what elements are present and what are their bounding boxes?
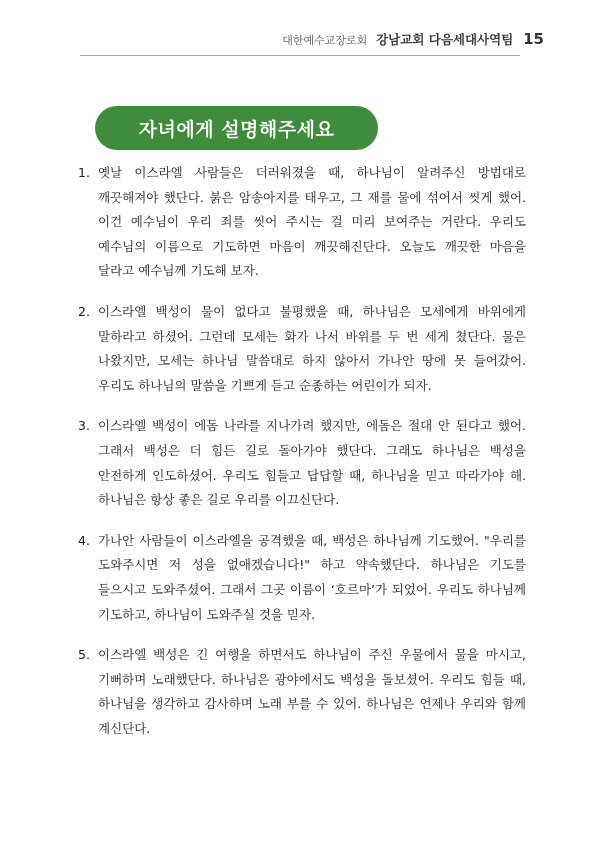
- item-number: 2.: [78, 303, 90, 319]
- item-text: 옛날 이스라엘 사람들은 더러워졌을 때, 하나님이 알려주신 방법대로 깨끗해져야 했단다. 붉은 암송아지를 태우고, 그 재를 물에 섞어서 씻게 했어. 이건 예수님이 우리 죄를 씻어 주시는 걸 미리 보여주는 거란다. 우리도 예수님의 이름으로 기도하면 마음이 깨끗해진단다. 오늘도 깨끗한 마음을 달라고 예수님께 기도해 보자.: [98, 165, 526, 279]
- list-item: [78, 529, 526, 627]
- section-title-banner: [95, 106, 378, 150]
- header-divider: [80, 55, 520, 56]
- ministry-team-name: 강남교회 다음세대사역팀: [376, 32, 514, 47]
- list-item: [78, 161, 526, 284]
- list-item: [78, 414, 526, 512]
- item-text: 이스라엘 백성은 긴 여행을 하면서도 하나님이 주신 우물에서 물을 마시고, 기뻐하며 노래했단다. 하나님은 광야에서도 백성을 돌보셨어. 우리도 힘들 때, 하나님을 생각하고 감사하며 노래 부를 수 있어. 하나님은 언제나 우리와 함께 계신단다.: [98, 647, 526, 736]
- item-number: 5.: [78, 647, 90, 663]
- item-number: 3.: [78, 418, 90, 434]
- list-item: [78, 643, 526, 741]
- item-number: 1.: [78, 165, 90, 180]
- church-denomination: 대한예수교장로회: [282, 34, 368, 47]
- item-text: 가나안 사람들이 이스라엘을 공격했을 때, 백성은 하나님께 기도했어. "우리를 도와주시면 저 성을 없애겠습니다!" 하고 약속했단다. 하나님은 기도를 들으시고 도와주셨어. 그래서 그곳 이름이 ‘호르마’가 되었어. 우리도 하나님께 기도하고, 하나님이 도와주실 것을 믿자.: [98, 532, 526, 622]
- item-number: 4.: [78, 532, 90, 548]
- section-title: 자녀에게 설명해주세요: [138, 118, 335, 141]
- item-text: 이스라엘 백성이 물이 없다고 불평했을 때, 하나님은 모세에게 바위에게 말하라고 하셨어. 그런데 모세는 화가 나서 바위를 두 번 세게 쳤단다. 물은 나왔지만, 모세는 하나님 말씀대로 하지 않아서 가나안 땅에 못 들어갔어. 우리도 하나님의 말씀을 기쁘게 듣고 순종하는 어린이가 되자.: [98, 303, 526, 393]
- page-number: 15: [523, 30, 544, 48]
- item-text: 이스라엘 백성이 에돔 나라를 지나가려 했지만, 에돔은 절대 안 된다고 했어. 그래서 백성은 더 힘든 길로 돌아가야 했단다. 그래도 하나님은 백성을 안전하게 인도하셨어. 우리도 힘들고 답답할 때, 하나님을 믿고 따라가야 해. 하나님은 항상 좋은 길로 우리를 이끄신단다.: [98, 418, 526, 508]
- explanation-list: [78, 161, 526, 757]
- list-item: [78, 300, 526, 398]
- page-header: [282, 30, 544, 48]
